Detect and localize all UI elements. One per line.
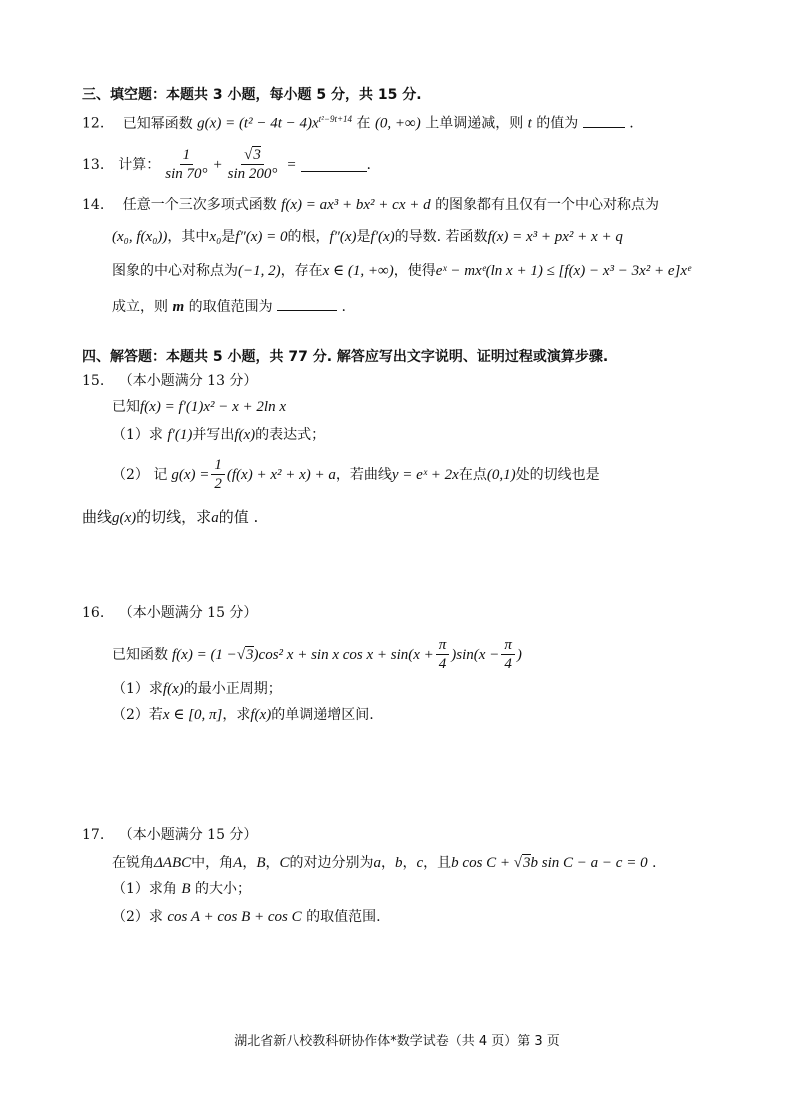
math-expression: f(x) bbox=[250, 707, 272, 723]
math-var: C bbox=[279, 855, 290, 871]
numerator: π bbox=[501, 636, 515, 655]
question-number: 12. bbox=[82, 115, 105, 132]
text: 的表达式； bbox=[255, 427, 326, 443]
math-expression: f″(x) bbox=[329, 229, 357, 245]
question-number: 17. bbox=[82, 827, 105, 843]
text: 处的切线也是 bbox=[515, 466, 600, 483]
text: 已知函数 bbox=[112, 646, 168, 663]
text: 是 bbox=[356, 229, 371, 245]
text: ，求 bbox=[222, 707, 251, 723]
fraction bbox=[501, 636, 515, 673]
fraction bbox=[225, 146, 281, 183]
text: 的图象都有且仅有一个中心对称点为 bbox=[435, 197, 660, 213]
math-expression: f(x) bbox=[234, 427, 256, 443]
question-17-part-2 bbox=[112, 908, 381, 926]
plus-sign: + bbox=[212, 156, 223, 173]
answer-blank[interactable] bbox=[583, 113, 625, 128]
math-var: c bbox=[416, 855, 424, 871]
question-15-part-2-cont bbox=[82, 508, 258, 527]
text: （1）求角 bbox=[112, 881, 177, 897]
text: 曲线 bbox=[82, 508, 113, 526]
section-4-heading: 四、解答题：本题共 5 小题，共 77 分. 解答应写出文字说明、证明过程或演算步骤. bbox=[82, 349, 609, 365]
math-exponent: t²−9t+14 bbox=[318, 114, 353, 124]
text: 在 bbox=[356, 115, 371, 132]
text: 的大小； bbox=[195, 881, 251, 897]
math-expression: f(x) = (1 − bbox=[172, 646, 237, 663]
question-16-part-2 bbox=[112, 706, 374, 724]
question-17-given: 在锐角ΔABC中，角A，B，C的对边分别为a，b，c，且b cos C + √3b sin C − a − c = 0 . bbox=[112, 855, 657, 871]
math-expression: b cos C + bbox=[451, 855, 514, 871]
math-expression: ) bbox=[516, 646, 522, 663]
math-inequality: eˣ − mxᵉ(ln x + 1) ≤ [f(x) − x³ − 3x² + e]xᵉ bbox=[435, 263, 691, 279]
denominator: sin 200° bbox=[227, 166, 278, 182]
math-var: a bbox=[373, 855, 381, 871]
question-14-line-1 bbox=[82, 196, 659, 214]
math-var: b bbox=[395, 855, 403, 871]
math-var: t bbox=[527, 115, 532, 132]
math-point: (−1, 2) bbox=[238, 263, 281, 279]
question-17-part-1 bbox=[112, 880, 251, 898]
math-expression: )cos² x + sin x cos x + sin(x + bbox=[253, 646, 434, 663]
math-interval: (0, +∞) bbox=[374, 115, 421, 132]
score-note: （本小题满分 15 分） bbox=[118, 605, 258, 621]
math-var: B bbox=[256, 855, 266, 871]
math-expression: f(x) bbox=[162, 681, 184, 697]
question-12 bbox=[82, 110, 634, 133]
page-footer: 湖北省新八校教科研协作体*数学试卷（共 4 页）第 3 页 bbox=[234, 1034, 560, 1049]
text: 的值 . bbox=[218, 508, 259, 526]
math-expression: f″(x) = 0 bbox=[235, 229, 288, 245]
math-expression: f(x) = f′(1)x² − x + 2ln x bbox=[140, 399, 287, 415]
text: ，且 bbox=[423, 855, 452, 871]
math-expression: (f(x) + x² + x) + a bbox=[226, 466, 336, 483]
numerator: 1 bbox=[180, 146, 194, 165]
text: 成立，则 bbox=[112, 299, 168, 315]
text: 任意一个三次多项式函数 bbox=[122, 197, 277, 213]
text: ，若曲线 bbox=[335, 466, 392, 483]
math-expression: )sin(x − bbox=[451, 646, 500, 663]
math-triangle: ΔABC bbox=[154, 855, 192, 871]
question-15-part-1 bbox=[112, 426, 325, 444]
text: . bbox=[652, 855, 657, 871]
math-expression: f′(x) bbox=[370, 229, 395, 245]
denominator: 4 bbox=[504, 656, 512, 672]
math-expression: (x₀, f(x₀)) bbox=[112, 229, 168, 245]
math-var: a bbox=[211, 510, 219, 526]
question-17-header bbox=[82, 826, 257, 844]
question-number: 16. bbox=[82, 605, 105, 621]
question-number: 15. bbox=[82, 373, 105, 389]
text: （2）求 bbox=[112, 909, 163, 925]
text: 已知 bbox=[112, 399, 140, 415]
text: 并写出 bbox=[192, 427, 235, 443]
text: . bbox=[366, 156, 371, 173]
text: 的单调递增区间. bbox=[271, 707, 374, 723]
numerator: 1 bbox=[211, 456, 225, 475]
text: ，其中 bbox=[167, 229, 210, 245]
text: 的根， bbox=[287, 229, 330, 245]
math-expression: cos A + cos B + cos C bbox=[167, 909, 302, 925]
numerator: π bbox=[436, 636, 450, 655]
text: 的导数. 若函数 bbox=[394, 229, 488, 245]
math-var: A bbox=[233, 855, 243, 871]
math-sqrt: √3 bbox=[513, 855, 531, 871]
math-var: x₀ bbox=[209, 229, 222, 245]
text: 中，角 bbox=[191, 855, 234, 871]
text: ，使得 bbox=[393, 263, 436, 279]
text: . bbox=[629, 115, 634, 132]
text: 图象的中心对称点为 bbox=[112, 263, 238, 279]
text: 上单调递减，则 bbox=[425, 115, 524, 132]
section-3-heading: 三、填空题：本题共 3 小题，每小题 5 分，共 15 分. bbox=[82, 87, 422, 103]
text: 的切线，求 bbox=[136, 508, 212, 526]
math-expression: f(x) = x³ + px² + x + q bbox=[487, 229, 623, 245]
math-expression: f(x) = ax³ + bx² + cx + d bbox=[281, 197, 431, 213]
text: 的取值范围为 bbox=[188, 299, 273, 315]
numerator: √3 bbox=[241, 146, 264, 165]
question-number: 14. bbox=[82, 197, 105, 213]
text: 在点 bbox=[458, 466, 487, 483]
text: 计算： bbox=[118, 156, 161, 173]
text: ，存在 bbox=[280, 263, 323, 279]
text: 的取值范围. bbox=[306, 909, 381, 925]
math-expression: g(x) bbox=[112, 510, 137, 526]
answer-blank[interactable] bbox=[301, 157, 367, 172]
question-16-given bbox=[112, 636, 522, 673]
text: 的对边分别为 bbox=[289, 855, 374, 871]
question-number: 13. bbox=[82, 156, 105, 173]
math-expression: x ∈ (1, +∞) bbox=[322, 263, 394, 279]
text: （1）求 bbox=[112, 681, 163, 697]
equals-sign: = bbox=[286, 156, 297, 173]
score-note: （本小题满分 15 分） bbox=[118, 827, 258, 843]
text: （2） 记 bbox=[112, 466, 168, 483]
math-expression: y = eˣ + 2x bbox=[391, 466, 459, 483]
denominator: sin 70° bbox=[165, 166, 208, 182]
text: （1）求 bbox=[112, 427, 163, 443]
fraction bbox=[162, 146, 210, 183]
text: 已知幂函数 bbox=[122, 115, 193, 132]
text: . bbox=[341, 299, 346, 315]
text: 的最小正周期； bbox=[183, 681, 282, 697]
fraction bbox=[211, 456, 225, 493]
text: 在锐角 bbox=[112, 855, 154, 871]
math-var: m bbox=[172, 299, 185, 315]
question-14-line-3 bbox=[112, 262, 691, 280]
math-sqrt: √3 bbox=[236, 646, 254, 663]
question-14-line-2 bbox=[112, 228, 623, 246]
question-13 bbox=[82, 146, 371, 183]
text: 是 bbox=[221, 229, 236, 245]
math-var: B bbox=[181, 881, 191, 897]
math-expression: g(x) = bbox=[171, 466, 210, 483]
text: （2）若 bbox=[112, 707, 163, 723]
question-16-header bbox=[82, 604, 257, 622]
math-point: (0,1) bbox=[486, 466, 516, 483]
question-14-line-4 bbox=[112, 296, 346, 316]
math-expression: b sin C − a − c = 0 bbox=[530, 855, 648, 871]
question-15-part-2 bbox=[112, 456, 600, 493]
question-15-given bbox=[112, 398, 286, 416]
question-15-header bbox=[82, 372, 257, 390]
math-expression: g(x) = (t² − 4t − 4)x bbox=[197, 115, 319, 132]
score-note: （本小题满分 13 分） bbox=[118, 373, 258, 389]
math-expression: f′(1) bbox=[167, 427, 193, 443]
math-expression: x ∈ [0, π] bbox=[162, 707, 223, 723]
denominator: 2 bbox=[214, 476, 222, 492]
question-16-part-1 bbox=[112, 680, 282, 698]
fraction bbox=[436, 636, 450, 673]
answer-blank[interactable] bbox=[277, 296, 337, 311]
denominator: 4 bbox=[438, 656, 447, 672]
text: 的值为 bbox=[536, 115, 579, 132]
